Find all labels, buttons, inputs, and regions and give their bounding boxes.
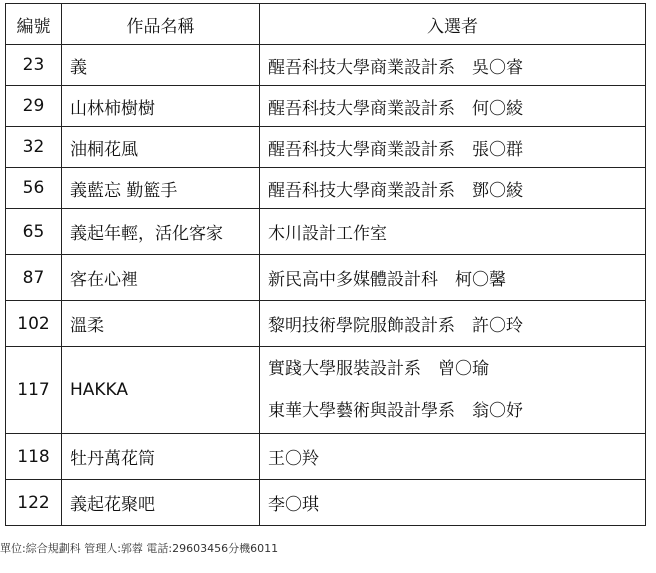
entry-winner: 王〇羚	[260, 434, 646, 480]
table-row	[6, 434, 646, 480]
entry-winner: 李〇琪	[260, 480, 646, 526]
entry-title: 義起花聚吧	[62, 480, 260, 526]
entry-winner: 醒吾科技大學商業設計系 吳〇睿	[260, 45, 646, 86]
table-header-row	[6, 4, 646, 45]
entry-number: 118	[6, 434, 62, 480]
table-row	[6, 168, 646, 209]
table-row	[6, 45, 646, 86]
header-title: 作品名稱	[62, 4, 260, 45]
contact-footer: 單位:綜合規劃科 管理人:郭蓉 電話:29603456分機6011	[0, 542, 279, 555]
entry-number: 117	[6, 347, 62, 434]
finalists-table	[5, 3, 646, 526]
entry-winner: 醒吾科技大學商業設計系 鄧〇綾	[260, 168, 646, 209]
entry-title: 牡丹萬花筒	[62, 434, 260, 480]
table-row	[6, 209, 646, 255]
entry-title: 溫柔	[62, 301, 260, 347]
entry-title: 義藍忘 勤籃手	[62, 168, 260, 209]
entry-title: HAKKA	[62, 347, 260, 434]
table-row	[6, 255, 646, 301]
entry-title: 義	[62, 45, 260, 86]
entry-number: 32	[6, 127, 62, 168]
table-row	[6, 347, 646, 434]
table-row	[6, 301, 646, 347]
header-number: 編號	[6, 4, 62, 45]
entry-title: 客在心裡	[62, 255, 260, 301]
entry-winner: 醒吾科技大學商業設計系 何〇綾	[260, 86, 646, 127]
entry-number: 23	[6, 45, 62, 86]
entry-winners	[260, 347, 646, 434]
entry-title: 山林柿樹樹	[62, 86, 260, 127]
entry-number: 122	[6, 480, 62, 526]
entry-winner: 醒吾科技大學商業設計系 張〇群	[260, 127, 646, 168]
entry-winner: 實踐大學服裝設計系 曾〇瑜	[268, 359, 489, 379]
entry-winner: 新民高中多媒體設計科 柯〇馨	[260, 255, 646, 301]
entry-winner: 木川設計工作室	[260, 209, 646, 255]
header-winner: 入選者	[260, 4, 646, 45]
table-row	[6, 480, 646, 526]
entry-winner: 東華大學藝術與設計學系 翁〇妤	[268, 401, 523, 421]
entry-title: 義起年輕，活化客家	[62, 209, 260, 255]
entry-number: 102	[6, 301, 62, 347]
entry-number: 87	[6, 255, 62, 301]
entry-number: 65	[6, 209, 62, 255]
entry-number: 29	[6, 86, 62, 127]
entry-winner: 黎明技術學院服飾設計系 許〇玲	[260, 301, 646, 347]
entry-number: 56	[6, 168, 62, 209]
entry-title: 油桐花風	[62, 127, 260, 168]
table-row	[6, 86, 646, 127]
table-row	[6, 127, 646, 168]
